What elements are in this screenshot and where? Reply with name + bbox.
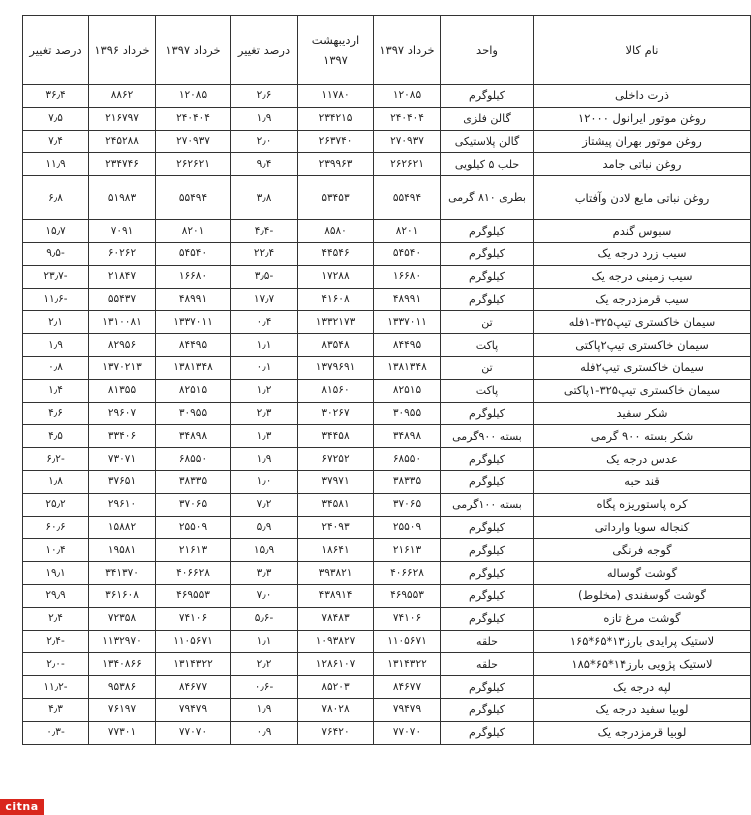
cell-percent-change-yearly: ۴٫۵ [23,425,89,448]
cell-percent-change-yearly: ۱۱٫۹ [23,153,89,176]
cell-percent-change-yearly: -۱۱٫۶ [23,288,89,311]
cell-name: روغن موتور ایرانول ۱۲۰۰۰ [534,107,751,130]
cell-khordad-1396: ۶۰۲۶۲ [89,242,156,265]
cell-name: ذرت داخلی [534,85,751,108]
cell-ordibehesht-1397: ۸۱۵۶۰ [298,379,374,402]
cell-khordad-1396: ۷۷۳۰۱ [89,721,156,744]
cell-name: سیمان خاکستری تیپ۲فله [534,356,751,379]
cell-khordad-1397: ۴۶۹۵۵۳ [374,584,441,607]
cell-khordad-1396: ۱۱۳۲۹۷۰ [89,630,156,653]
cell-khordad-1397-b: ۶۸۵۵۰ [156,448,231,471]
table-row [23,493,751,516]
cell-khordad-1396: ۱۵۸۸۲ [89,516,156,539]
cell-percent-change-monthly: ۱۵٫۹ [231,539,298,562]
cell-percent-change-yearly: -۲٫۰ [23,653,89,676]
cell-name: گوشت مرغ تازه [534,607,751,630]
cell-percent-change-yearly: ۲۹٫۹ [23,584,89,607]
cell-name: سبوس گندم [534,220,751,243]
cell-name: کره پاستوریزه پگاه [534,493,751,516]
cell-percent-change-yearly: -۹٫۵ [23,242,89,265]
table-row [23,334,751,357]
cell-unit: بسته ۱۰۰گرمی [441,493,534,516]
header-percent-change-yearly: درصد تغییر [23,16,89,85]
cell-khordad-1396: ۲۹۶۰۷ [89,402,156,425]
cell-percent-change-yearly: ۱٫۹ [23,334,89,357]
cell-unit: کیلوگرم [441,448,534,471]
cell-percent-change-monthly: ۱٫۱ [231,630,298,653]
cell-khordad-1397: ۱۲۰۸۵ [374,85,441,108]
cell-percent-change-monthly: ۹٫۴ [231,153,298,176]
cell-percent-change-yearly: -۲۳٫۷ [23,265,89,288]
cell-percent-change-monthly: ۰٫۹ [231,721,298,744]
cell-ordibehesht-1397: ۴۳۸۹۱۴ [298,584,374,607]
cell-khordad-1397-b: ۳۷۰۶۵ [156,493,231,516]
cell-khordad-1397: ۸۴۴۹۵ [374,334,441,357]
header-khordad-1397-b: خرداد ۱۳۹۷ [156,16,231,85]
cell-name: کنجاله سویا وارداتی [534,516,751,539]
cell-khordad-1397-b: ۱۳۳۷۰۱۱ [156,311,231,334]
cell-khordad-1397: ۱۳۳۷۰۱۱ [374,311,441,334]
table-row [23,130,751,153]
cell-khordad-1397: ۳۸۳۳۵ [374,470,441,493]
cell-percent-change-monthly: -۰٫۶ [231,676,298,699]
cell-khordad-1397: ۶۸۵۵۰ [374,448,441,471]
cell-percent-change-monthly: ۱٫۰ [231,470,298,493]
cell-khordad-1396: ۳۳۴۰۶ [89,425,156,448]
cell-khordad-1397-b: ۱۳۱۴۳۲۲ [156,653,231,676]
cell-khordad-1396: ۷۰۹۱ [89,220,156,243]
table-row [23,85,751,108]
table-row [23,607,751,630]
cell-khordad-1397-b: ۲۱۶۱۳ [156,539,231,562]
cell-khordad-1396: ۳۴۱۳۷۰ [89,562,156,585]
cell-unit: کیلوگرم [441,220,534,243]
cell-name: سیب زمینی درجه یک [534,265,751,288]
cell-khordad-1396: ۷۶۱۹۷ [89,698,156,721]
cell-unit: بسته ۹۰۰گرمی [441,425,534,448]
cell-percent-change-yearly: ۲۵٫۲ [23,493,89,516]
cell-khordad-1397: ۵۴۵۴۰ [374,242,441,265]
cell-ordibehesht-1397: ۱۱۷۸۰ [298,85,374,108]
cell-percent-change-yearly: ۶٫۸ [23,176,89,220]
cell-khordad-1396: ۸۸۶۲ [89,85,156,108]
cell-khordad-1397: ۲۵۵۰۹ [374,516,441,539]
cell-unit: کیلوگرم [441,562,534,585]
cell-percent-change-monthly: -۵٫۶ [231,607,298,630]
table-row [23,153,751,176]
cell-percent-change-yearly: -۱۱٫۲ [23,676,89,699]
cell-unit: کیلوگرم [441,265,534,288]
cell-khordad-1397: ۲۶۲۶۲۱ [374,153,441,176]
cell-percent-change-monthly: ۲٫۳ [231,402,298,425]
cell-name: عدس درجه یک [534,448,751,471]
table-row [23,288,751,311]
cell-percent-change-monthly: ۰٫۱ [231,356,298,379]
cell-unit: تن [441,311,534,334]
cell-name: شکر بسته ۹۰۰ گرمی [534,425,751,448]
cell-percent-change-monthly: ۱٫۹ [231,448,298,471]
cell-percent-change-monthly: ۲٫۲ [231,653,298,676]
cell-ordibehesht-1397: ۱۲۸۶۱۰۷ [298,653,374,676]
cell-ordibehesht-1397: ۷۶۴۲۰ [298,721,374,744]
cell-khordad-1396: ۳۷۶۵۱ [89,470,156,493]
cell-khordad-1397-b: ۳۸۳۳۵ [156,470,231,493]
cell-percent-change-yearly: ۱۵٫۷ [23,220,89,243]
cell-khordad-1397: ۸۴۶۷۷ [374,676,441,699]
cell-name: روغن موتور بهران پیشتاز [534,130,751,153]
table-row [23,676,751,699]
cell-khordad-1397: ۸۲۵۱۵ [374,379,441,402]
cell-khordad-1397-b: ۱۱۰۵۶۷۱ [156,630,231,653]
cell-percent-change-yearly: ۳۶٫۴ [23,85,89,108]
price-table-container [22,15,750,745]
table-row [23,402,751,425]
cell-unit: حلقه [441,630,534,653]
cell-percent-change-monthly: ۱٫۱ [231,334,298,357]
cell-ordibehesht-1397: ۳۴۵۸۱ [298,493,374,516]
cell-ordibehesht-1397: ۳۴۴۵۸ [298,425,374,448]
cell-khordad-1397-b: ۷۷۰۷۰ [156,721,231,744]
cell-name: سیمان خاکستری تیپ۳۲۵-۱فله [534,311,751,334]
cell-percent-change-monthly: ۷٫۲ [231,493,298,516]
cell-ordibehesht-1397: ۷۸۴۸۳ [298,607,374,630]
cell-khordad-1397-b: ۴۰۶۶۲۸ [156,562,231,585]
cell-khordad-1397: ۴۸۹۹۱ [374,288,441,311]
header-unit: واحد [441,16,534,85]
cell-percent-change-yearly: ۱۹٫۱ [23,562,89,585]
cell-ordibehesht-1397: ۴۱۶۰۸ [298,288,374,311]
table-row [23,653,751,676]
cell-unit: کیلوگرم [441,584,534,607]
cell-khordad-1396: ۱۳۴۰۸۶۶ [89,653,156,676]
price-table [22,15,751,745]
cell-unit: کیلوگرم [441,607,534,630]
table-row [23,242,751,265]
cell-ordibehesht-1397: ۸۵۸۰ [298,220,374,243]
cell-unit: کیلوگرم [441,698,534,721]
cell-name: سیمان خاکستری تیپ۲پاکتی [534,334,751,357]
cell-ordibehesht-1397: ۶۷۲۵۲ [298,448,374,471]
table-row [23,176,751,220]
cell-percent-change-yearly: -۶٫۲ [23,448,89,471]
cell-ordibehesht-1397: ۲۶۳۷۴۰ [298,130,374,153]
cell-percent-change-yearly: ۲٫۱ [23,311,89,334]
cell-khordad-1397-b: ۸۲۵۱۵ [156,379,231,402]
cell-ordibehesht-1397: ۸۵۲۰۳ [298,676,374,699]
cell-khordad-1397: ۳۴۸۹۸ [374,425,441,448]
cell-khordad-1396: ۱۳۷۰۲۱۳ [89,356,156,379]
cell-unit: گالن فلزی [441,107,534,130]
table-row [23,562,751,585]
cell-ordibehesht-1397: ۷۸۰۲۸ [298,698,374,721]
cell-name: گوشت گوساله [534,562,751,585]
table-row [23,107,751,130]
header-ordibehesht-1397: اردیبهشت ۱۳۹۷ [298,16,374,85]
cell-percent-change-monthly: ۲۲٫۴ [231,242,298,265]
cell-khordad-1397-b: ۴۸۹۹۱ [156,288,231,311]
cell-khordad-1397-b: ۵۵۴۹۴ [156,176,231,220]
cell-khordad-1397: ۲۷۰۹۳۷ [374,130,441,153]
cell-ordibehesht-1397: ۲۳۹۹۶۳ [298,153,374,176]
table-row [23,220,751,243]
header-khordad-1397: خرداد ۱۳۹۷ [374,16,441,85]
cell-ordibehesht-1397: ۴۴۵۴۶ [298,242,374,265]
cell-khordad-1396: ۲۴۵۲۸۸ [89,130,156,153]
cell-khordad-1396: ۵۱۹۸۳ [89,176,156,220]
cell-khordad-1396: ۸۲۹۵۶ [89,334,156,357]
cell-khordad-1397-b: ۴۶۹۵۵۳ [156,584,231,607]
cell-name: لوبیا سفید درجه یک [534,698,751,721]
cell-percent-change-monthly: ۱٫۳ [231,425,298,448]
cell-khordad-1397: ۷۷۰۷۰ [374,721,441,744]
cell-khordad-1396: ۷۲۳۵۸ [89,607,156,630]
header-name: نام کالا [534,16,751,85]
cell-khordad-1397-b: ۷۴۱۰۶ [156,607,231,630]
cell-ordibehesht-1397: ۸۳۵۴۸ [298,334,374,357]
cell-khordad-1397-b: ۸۴۶۷۷ [156,676,231,699]
cell-khordad-1397-b: ۸۴۴۹۵ [156,334,231,357]
cell-name: روغن نباتی مایع لادن وآفتاب [534,176,751,220]
cell-khordad-1396: ۸۱۳۵۵ [89,379,156,402]
table-row [23,539,751,562]
cell-name: لاستیک پرایدی بارز۱۳*۶۵*۱۶۵ [534,630,751,653]
cell-percent-change-monthly: ۵٫۹ [231,516,298,539]
cell-ordibehesht-1397: ۲۴۰۹۳ [298,516,374,539]
cell-percent-change-monthly: ۲٫۶ [231,85,298,108]
cell-khordad-1397: ۵۵۴۹۴ [374,176,441,220]
cell-percent-change-yearly: -۰٫۳ [23,721,89,744]
cell-khordad-1396: ۲۳۴۷۴۶ [89,153,156,176]
cell-ordibehesht-1397: ۱۳۳۲۱۷۳ [298,311,374,334]
cell-unit: کیلوگرم [441,539,534,562]
cell-name: لوبیا قرمزدرجه یک [534,721,751,744]
cell-name: شکر سفید [534,402,751,425]
cell-percent-change-yearly: ۱۰٫۴ [23,539,89,562]
cell-percent-change-yearly: ۷٫۴ [23,130,89,153]
cell-ordibehesht-1397: ۱۰۹۳۸۲۷ [298,630,374,653]
table-row [23,356,751,379]
cell-unit: کیلوگرم [441,288,534,311]
cell-khordad-1397: ۴۰۶۶۲۸ [374,562,441,585]
citna-logo: citna [0,799,44,815]
cell-unit: حلقه [441,653,534,676]
cell-percent-change-monthly: ۱٫۲ [231,379,298,402]
cell-khordad-1397-b: ۵۴۵۴۰ [156,242,231,265]
cell-unit: بطری ۸۱۰ گرمی [441,176,534,220]
cell-khordad-1397-b: ۸۲۰۱ [156,220,231,243]
table-row [23,630,751,653]
cell-unit: کیلوگرم [441,676,534,699]
cell-unit: گالن پلاستیکی [441,130,534,153]
cell-percent-change-monthly: ۷٫۰ [231,584,298,607]
cell-percent-change-monthly: ۱۷٫۷ [231,288,298,311]
cell-percent-change-yearly: ۴٫۶ [23,402,89,425]
cell-ordibehesht-1397: ۵۳۴۵۳ [298,176,374,220]
cell-percent-change-yearly: ۱٫۸ [23,470,89,493]
cell-percent-change-monthly: -۴٫۴ [231,220,298,243]
cell-unit: حلب ۵ کیلویی [441,153,534,176]
cell-khordad-1397: ۱۳۸۱۳۴۸ [374,356,441,379]
cell-khordad-1397: ۱۱۰۵۶۷۱ [374,630,441,653]
cell-khordad-1396: ۲۱۶۷۹۷ [89,107,156,130]
cell-name: گوشت گوسفندی (مخلوط) [534,584,751,607]
cell-percent-change-monthly: ۰٫۴ [231,311,298,334]
cell-percent-change-yearly: ۶۰٫۶ [23,516,89,539]
cell-percent-change-monthly: ۱٫۹ [231,107,298,130]
table-row [23,584,751,607]
cell-percent-change-yearly: ۰٫۸ [23,356,89,379]
cell-khordad-1397-b: ۲۷۰۹۳۷ [156,130,231,153]
cell-percent-change-monthly: ۲٫۰ [231,130,298,153]
table-row [23,425,751,448]
cell-khordad-1396: ۹۵۳۸۶ [89,676,156,699]
cell-name: لپه درجه یک [534,676,751,699]
table-row [23,311,751,334]
table-row [23,516,751,539]
cell-ordibehesht-1397: ۲۳۴۲۱۵ [298,107,374,130]
cell-percent-change-yearly: ۱٫۴ [23,379,89,402]
cell-percent-change-yearly: ۷٫۵ [23,107,89,130]
cell-name: سیمان خاکستری تیپ۳۲۵-۱پاکتی [534,379,751,402]
cell-name: قند حبه [534,470,751,493]
cell-percent-change-monthly: ۳٫۸ [231,176,298,220]
cell-ordibehesht-1397: ۳۰۲۶۷ [298,402,374,425]
header-khordad-1396: خرداد ۱۳۹۶ [89,16,156,85]
cell-percent-change-monthly: ۳٫۳ [231,562,298,585]
header-percent-change-monthly: درصد تغییر [231,16,298,85]
cell-khordad-1396: ۳۶۱۶۰۸ [89,584,156,607]
cell-khordad-1396: ۲۹۶۱۰ [89,493,156,516]
cell-khordad-1397: ۱۳۱۴۳۲۲ [374,653,441,676]
cell-khordad-1397: ۳۷۰۶۵ [374,493,441,516]
cell-khordad-1397: ۱۶۶۸۰ [374,265,441,288]
cell-unit: کیلوگرم [441,721,534,744]
cell-unit: پاکت [441,334,534,357]
cell-name: روغن نباتی جامد [534,153,751,176]
cell-unit: پاکت [441,379,534,402]
cell-khordad-1397-b: ۱۳۸۱۳۴۸ [156,356,231,379]
cell-khordad-1397: ۷۹۴۷۹ [374,698,441,721]
cell-khordad-1397: ۷۴۱۰۶ [374,607,441,630]
cell-khordad-1397-b: ۱۲۰۸۵ [156,85,231,108]
header-row [23,16,751,85]
cell-ordibehesht-1397: ۱۷۲۸۸ [298,265,374,288]
cell-khordad-1397-b: ۲۴۰۴۰۴ [156,107,231,130]
cell-ordibehesht-1397: ۳۹۳۸۲۱ [298,562,374,585]
table-row [23,698,751,721]
cell-khordad-1396: ۵۵۴۳۷ [89,288,156,311]
cell-ordibehesht-1397: ۱۸۶۴۱ [298,539,374,562]
cell-khordad-1397-b: ۳۴۸۹۸ [156,425,231,448]
cell-name: گوجه فرنگی [534,539,751,562]
cell-ordibehesht-1397: ۱۳۷۹۶۹۱ [298,356,374,379]
cell-percent-change-yearly: ۴٫۳ [23,698,89,721]
cell-khordad-1396: ۷۳۰۷۱ [89,448,156,471]
cell-percent-change-monthly: -۳٫۵ [231,265,298,288]
cell-khordad-1397: ۳۰۹۵۵ [374,402,441,425]
cell-ordibehesht-1397: ۳۷۹۷۱ [298,470,374,493]
cell-unit: کیلوگرم [441,470,534,493]
cell-khordad-1397-b: ۲۵۵۰۹ [156,516,231,539]
cell-name: سیب زرد درجه یک [534,242,751,265]
table-row [23,379,751,402]
cell-khordad-1396: ۲۱۸۴۷ [89,265,156,288]
cell-name: سیب قرمزدرجه یک [534,288,751,311]
cell-unit: کیلوگرم [441,242,534,265]
cell-percent-change-yearly: -۲٫۴ [23,630,89,653]
cell-unit: کیلوگرم [441,516,534,539]
cell-unit: کیلوگرم [441,402,534,425]
table-row [23,470,751,493]
cell-khordad-1396: ۱۳۱۰۰۸۱ [89,311,156,334]
cell-percent-change-yearly: ۲٫۴ [23,607,89,630]
cell-khordad-1397-b: ۷۹۴۷۹ [156,698,231,721]
table-row [23,721,751,744]
cell-khordad-1397: ۲۴۰۴۰۴ [374,107,441,130]
cell-unit: تن [441,356,534,379]
cell-khordad-1397-b: ۲۶۲۶۲۱ [156,153,231,176]
cell-khordad-1397: ۸۲۰۱ [374,220,441,243]
cell-khordad-1397: ۲۱۶۱۳ [374,539,441,562]
table-body [23,85,751,745]
cell-khordad-1397-b: ۱۶۶۸۰ [156,265,231,288]
cell-khordad-1396: ۱۹۵۸۱ [89,539,156,562]
table-row [23,448,751,471]
cell-name: لاستیک پژویی بارز۱۴*۶۵*۱۸۵ [534,653,751,676]
cell-percent-change-monthly: ۱٫۹ [231,698,298,721]
cell-khordad-1397-b: ۳۰۹۵۵ [156,402,231,425]
cell-unit: کیلوگرم [441,85,534,108]
table-row [23,265,751,288]
